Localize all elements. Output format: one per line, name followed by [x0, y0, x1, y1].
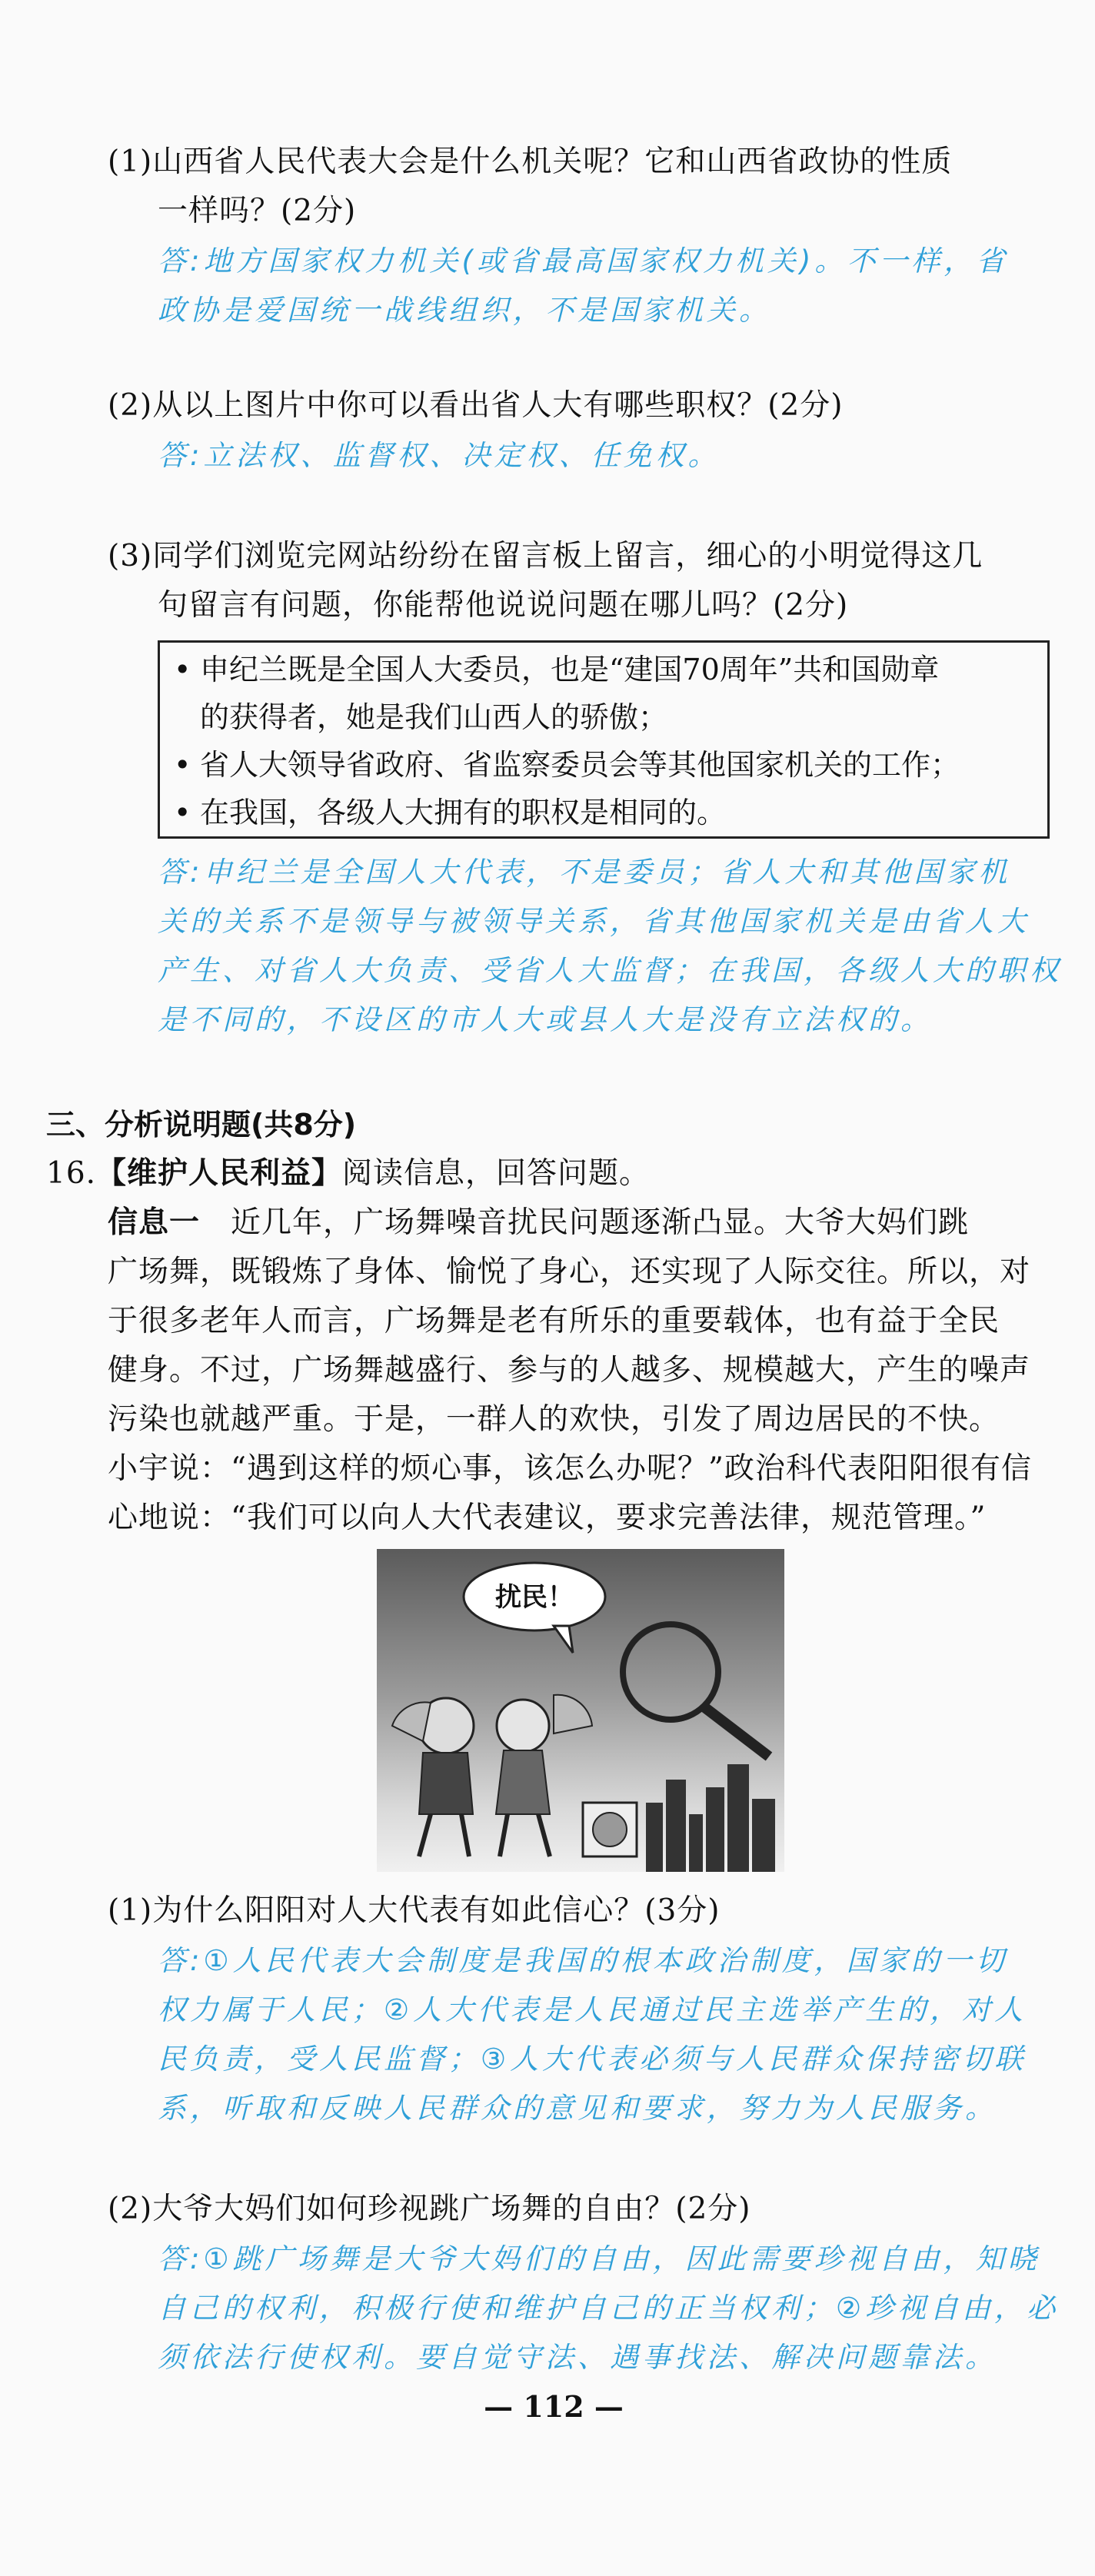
cartoon-drawing: [377, 1549, 784, 1872]
info-line: 于很多老年人而言，广场舞是老有所乐的重要载体，也有益于全民: [108, 1304, 1000, 1338]
sub1-answer-line: 权力属于人民；②人大代表是人民通过民主选举产生的，对人: [158, 1993, 1027, 2026]
sub1-answer-line: 民负责，受人民监督；③人大代表必须与人民群众保持密切联: [158, 2043, 1027, 2076]
info-line: 心地说：“我们可以向人大代表建议，要求完善法律，规范管理。”: [108, 1501, 987, 1535]
q1-answer-line1: 答:地方国家权力机关(或省最高国家权力机关)。不一样，省: [158, 244, 1009, 278]
sub1-answer-line: 系，听取和反映人民群众的意见和要求，努力为人民服务。: [158, 2092, 997, 2125]
city-skyline: [646, 1764, 775, 1872]
q1-stem-line2: 一样吗？(2分): [158, 194, 357, 228]
q2-answer: 答:立法权、监督权、决定权、任免权。: [158, 439, 721, 472]
q3-answer-line: 答:申纪兰是全国人大代表，不是委员；省人大和其他国家机: [158, 856, 1011, 889]
message-item: • 申纪兰既是全国人大委员，也是“建国70周年”共和国勋章: [171, 646, 1037, 693]
sub2-answer-line: 自己的权利，积极行使和维护自己的正当权利；②珍视自由，必: [158, 2292, 1060, 2325]
section-title: 三、分析说明题(共8分): [46, 1108, 357, 1142]
q1-stem-line1: (1)山西省人民代表大会是什么机关呢？它和山西省政协的性质: [108, 145, 953, 179]
info-line: 污染也就越严重。于是，一群人的欢快，引发了周边居民的不快。: [108, 1402, 1000, 1437]
message-item-continued: 的获得者，她是我们山西人的骄傲；: [200, 700, 668, 734]
sub2-stem: (2)大爷大妈们如何珍视跳广场舞的自由？(2分): [108, 2192, 751, 2226]
info-line: 广场舞，既锻炼了身体、愉悦了身心，还实现了人际交往。所以，对: [108, 1255, 1031, 1289]
sub2-answer-line: 须依法行使权利。要自觉守法、遇事找法、解决问题靠法。: [158, 2341, 997, 2374]
q3-answer-line: 关的关系不是领导与被领导关系，省其他国家机关是由省人大: [158, 905, 1030, 938]
dancers: [392, 1695, 592, 1856]
q3-answer-line: 是不同的，不设区的市人大或县人大是没有立法权的。: [158, 1003, 933, 1036]
sub1-answer-line: 答:①人民代表大会制度是我国的根本政治制度，国家的一切: [158, 1944, 1008, 1977]
q1-answer-line2: 政协是爱国统一战线组织，不是国家机关。: [158, 294, 771, 327]
q2-stem: (2)从以上图片中你可以看出省人大有哪些职权？(2分): [108, 388, 844, 423]
q3-stem-line1: (3)同学们浏览完网站纷纷在留言板上留言，细心的小明觉得这几: [108, 539, 984, 573]
speech-bubble-text: 扰民！: [495, 1582, 574, 1613]
q3-answer-line: 产生、对省人大负责、受省人大监督；在我国，各级人大的职权: [158, 954, 1062, 987]
q16-tag: 【维护人民利益】: [96, 1156, 343, 1191]
sub2-answer-line: 答:①跳广场舞是大爷大妈们的自由，因此需要珍视自由，知晓: [158, 2242, 1040, 2275]
info-line-first: [108, 1199, 969, 1247]
magnifier-icon: [623, 1624, 718, 1720]
message-item: • 省人大领导省政府、省监察委员会等其他国家机关的工作；: [171, 741, 1037, 789]
q16-header: [46, 1150, 650, 1198]
info-line: 小宇说：“遇到这样的烦心事，该怎么办呢？”政治科代表阳阳很有信: [108, 1451, 1032, 1486]
sub1-stem: (1)为什么阳阳对人大代表有如此信心？(3分): [108, 1893, 721, 1928]
q3-stem-line2: 句留言有问题，你能帮他说说问题在哪儿吗？(2分): [158, 588, 849, 623]
page-number: — 112 —: [484, 2389, 624, 2424]
info-label: 信息一: [108, 1205, 201, 1240]
cartoon-illustration: [377, 1549, 784, 1872]
info-line: 健身。不过，广场舞越盛行、参与的人越多、规模越大，产生的噪声: [108, 1353, 1031, 1388]
message-board-box: [158, 640, 1050, 839]
info-text: 近几年，广场舞噪音扰民问题逐渐凸显。大爷大妈们跳: [231, 1205, 970, 1240]
q16-intro: 阅读信息，回答问题。: [342, 1156, 651, 1191]
q16-number: 16.: [46, 1156, 97, 1191]
message-item: • 在我国，各级人大拥有的职权是相同的。: [171, 789, 1037, 836]
